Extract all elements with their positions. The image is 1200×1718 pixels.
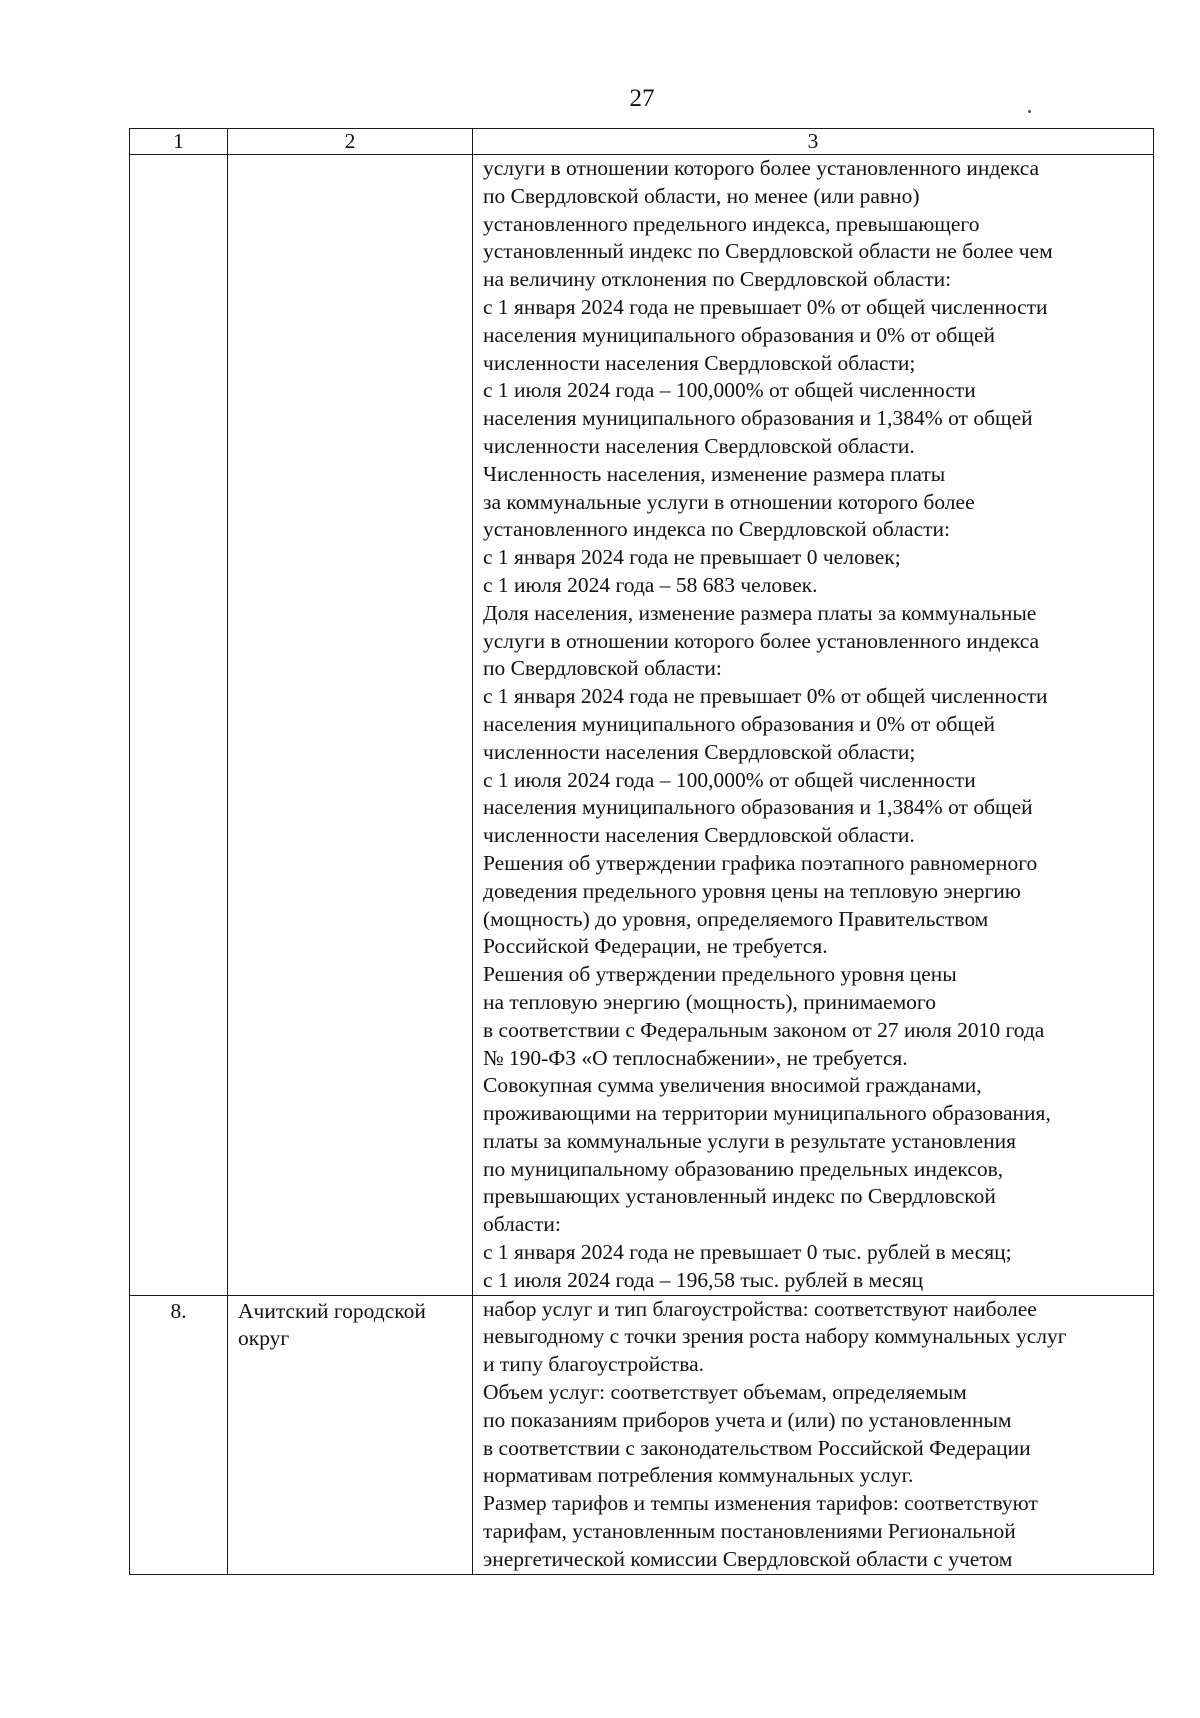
text-line: населения муниципального образования и 0% от общей xyxy=(483,711,995,736)
text-line: с 1 января 2024 года не превышает 0% от общей численности xyxy=(483,684,1048,709)
row-name-cell xyxy=(228,155,473,1296)
text-line: Российской Федерации, не требуется. xyxy=(483,934,828,959)
text-line: с 1 июля 2024 года – 100,000% от общей численности xyxy=(483,767,976,792)
text-line: Ачитский городской xyxy=(238,1298,426,1323)
text-line: с 1 июля 2024 года – 100,000% от общей численности xyxy=(483,378,976,403)
text-line: Численность населения, изменение размера платы xyxy=(483,461,946,486)
row-number-cell: 8. xyxy=(130,1295,228,1574)
municipality-name-cell xyxy=(228,1295,473,1574)
text-line: по Свердловской области: xyxy=(483,656,722,681)
row-number-cell xyxy=(130,155,228,1296)
text-line: Объем услуг: соответствует объемам, определяемым xyxy=(483,1380,967,1405)
text-line: набор услуг и тип благоустройства: соответствуют наиболее xyxy=(483,1296,1037,1321)
text-line: Совокупная сумма увеличения вносимой гражданами, xyxy=(483,1073,982,1098)
text-line: с 1 июля 2024 года – 196,58 тыс. рублей в месяц xyxy=(483,1267,924,1292)
text-line: населения муниципального образования и 1,384% от общей xyxy=(483,406,1033,431)
scan-dot xyxy=(1028,110,1031,113)
text-line: (мощность) до уровня, определяемого Правительством xyxy=(483,906,989,931)
text-line: на величину отклонения по Свердловской области: xyxy=(483,267,952,292)
text-line: округ xyxy=(238,1326,290,1351)
table-row-continuation xyxy=(130,155,1154,1296)
text-line: услуги в отношении которого более установленного индекса xyxy=(483,628,1040,653)
text-line: населения муниципального образования и 1,384% от общей xyxy=(483,795,1033,820)
text-line: установленного предельного индекса, превышающего xyxy=(483,211,980,236)
text-line: проживающими на территории муниципального образования, xyxy=(483,1101,1051,1126)
text-line: Решения об утверждении предельного уровня цены xyxy=(483,962,957,987)
text-line: области: xyxy=(483,1212,561,1237)
page-number: 27 xyxy=(629,85,655,112)
text-line: установленного индекса по Свердловской области: xyxy=(483,517,951,542)
text-line: на тепловую энергию (мощность), принимаемого xyxy=(483,989,936,1014)
row-text-cell xyxy=(473,1295,1154,1574)
text-line: с 1 января 2024 года не превышает 0% от общей численности xyxy=(483,294,1048,319)
text-line: населения муниципального образования и 0% от общей xyxy=(483,322,995,347)
text-line: с 1 июля 2024 года – 58 683 человек. xyxy=(483,572,818,597)
header-col-1: 1 xyxy=(130,129,228,155)
document-table xyxy=(129,128,1154,1575)
text-line: численности населения Свердловской области. xyxy=(483,433,915,458)
text-line: в соответствии с законодательством Российской Федерации xyxy=(483,1435,1031,1460)
text-line: по муниципальному образованию предельных индексов, xyxy=(483,1156,1004,1181)
text-line: с 1 января 2024 года не превышает 0 человек; xyxy=(483,545,901,570)
text-line: нормативам потребления коммунальных услуг. xyxy=(483,1463,914,1488)
table-header-row xyxy=(130,129,1154,155)
text-line: невыгодному с точки зрения роста набору коммунальных услуг xyxy=(483,1324,1067,1349)
text-line: численности населения Свердловской области. xyxy=(483,823,915,848)
text-line: Размер тарифов и темпы изменения тарифов: соответствуют xyxy=(483,1491,1038,1516)
row-text-cell xyxy=(473,155,1154,1296)
text-line: по показаниям приборов учета и (или) по установленным xyxy=(483,1407,1012,1432)
text-line: превышающих установленный индекс по Свердловской xyxy=(483,1184,996,1209)
text-line: услуги в отношении которого более установленного индекса xyxy=(483,156,1040,180)
header-col-2: 2 xyxy=(228,129,473,155)
text-line: Доля населения, изменение размера платы за коммунальные xyxy=(483,600,1037,625)
text-line: с 1 января 2024 года не превышает 0 тыс. рублей в месяц; xyxy=(483,1240,1012,1265)
text-line: и типу благоустройства. xyxy=(483,1352,704,1377)
text-line: по Свердловской области, но менее (или равно) xyxy=(483,183,920,208)
text-line: установленный индекс по Свердловской области не более чем xyxy=(483,239,1053,264)
text-line: тарифам, установленным постановлениями Региональной xyxy=(483,1519,1016,1544)
table-row-8 xyxy=(130,1295,1154,1574)
text-line: за коммунальные услуги в отношении которого более xyxy=(483,489,975,514)
text-line: № 190-ФЗ «О теплоснабжении», не требуется. xyxy=(483,1045,908,1070)
text-line: численности населения Свердловской области; xyxy=(483,739,916,764)
text-line: доведения предельного уровня цены на тепловую энергию xyxy=(483,878,1021,903)
text-line: в соответствии с Федеральным законом от 27 июля 2010 года xyxy=(483,1017,1045,1042)
text-line: платы за коммунальные услуги в результате установления xyxy=(483,1128,1017,1153)
text-line: численности населения Свердловской области; xyxy=(483,350,916,375)
header-col-3: 3 xyxy=(473,129,1154,155)
text-line: энергетической комиссии Свердловской области с учетом xyxy=(483,1546,1013,1571)
text-line: Решения об утверждении графика поэтапного равномерного xyxy=(483,850,1038,875)
